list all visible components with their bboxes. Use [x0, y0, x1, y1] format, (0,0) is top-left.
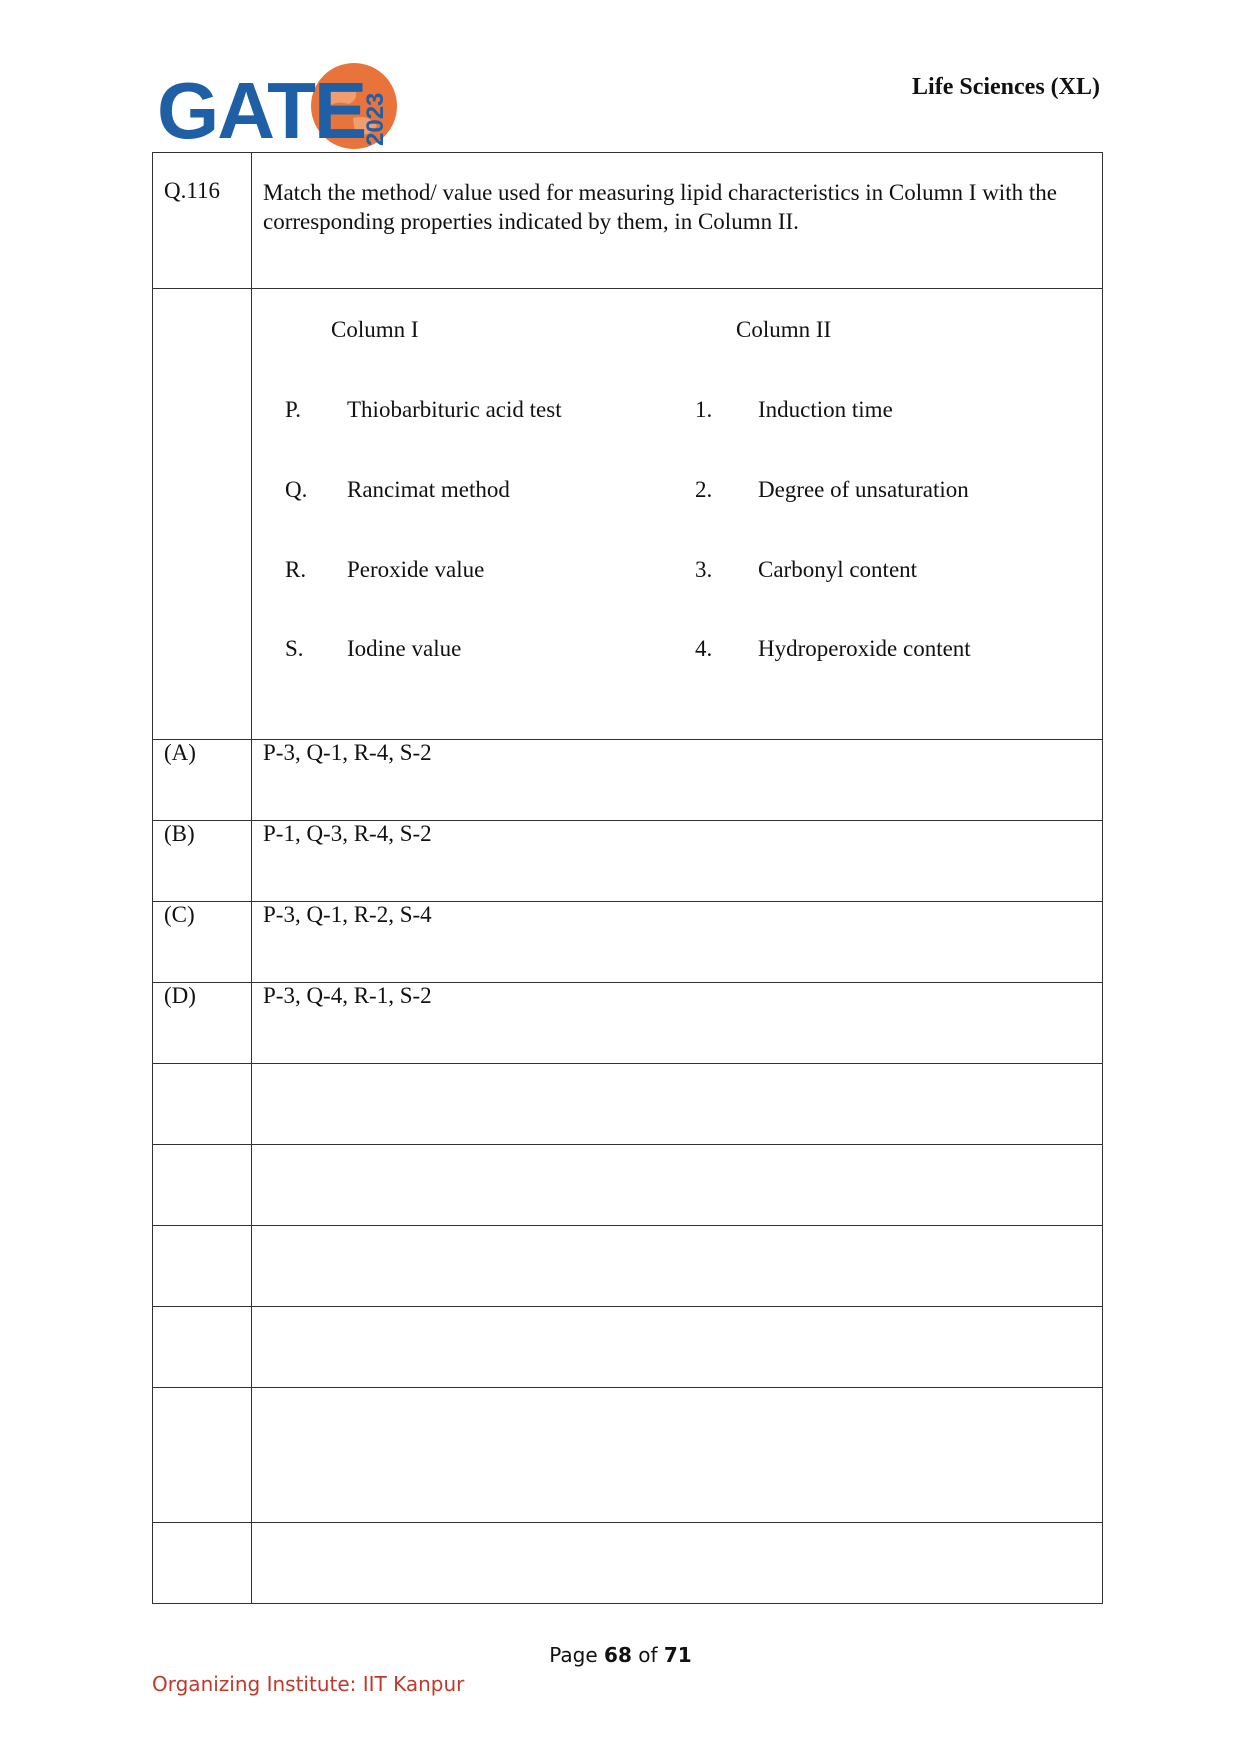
column1-key: P.	[285, 397, 301, 422]
gate-2023-logo	[157, 58, 397, 154]
option-label: (C)	[153, 902, 252, 983]
blank-row	[153, 1388, 1103, 1523]
question-text: Match the method/ value used for measuring lipid characteristics in Column I with the corresponding properties indicated by them, in Column II.	[263, 180, 1057, 234]
column1-item: Peroxide value	[347, 557, 485, 582]
logo-text: GATE	[157, 66, 366, 154]
option-text: P-1, Q-3, R-4, S-2	[252, 821, 1103, 902]
blank-row	[153, 1523, 1103, 1604]
option-label: (D)	[153, 983, 252, 1064]
column1-title: Column I	[331, 317, 419, 342]
blank-row	[153, 1064, 1103, 1145]
option-label: (B)	[153, 821, 252, 902]
column2-key: 1.	[695, 397, 713, 422]
column2-item: Degree of unsaturation	[758, 477, 969, 502]
column1-item: Rancimat method	[347, 477, 510, 502]
question-table	[152, 152, 1103, 1604]
page-prefix: Page	[549, 1643, 598, 1667]
column1-key: R.	[285, 557, 307, 582]
question-number: Q.116	[153, 153, 252, 289]
question-row	[153, 153, 1103, 289]
column2-key: 4.	[695, 636, 713, 661]
column1-key: S.	[285, 636, 304, 661]
column2-item: Induction time	[758, 397, 893, 422]
option-label: (A)	[153, 740, 252, 821]
column1-key: Q.	[285, 477, 308, 502]
option-row-d	[153, 983, 1103, 1064]
column2-key: 3.	[695, 557, 713, 582]
match-row	[153, 289, 1103, 740]
column2-key: 2.	[695, 477, 713, 502]
organizing-institute: Organizing Institute: IIT Kanpur	[152, 1672, 465, 1696]
column2-item: Carbonyl content	[758, 557, 918, 582]
page-number	[0, 1643, 1241, 1667]
logo-year: 2023	[362, 92, 389, 146]
page-total: 71	[663, 1643, 692, 1667]
page-of: of	[638, 1643, 658, 1667]
page-current: 68	[604, 1643, 632, 1667]
option-text: P-3, Q-4, R-1, S-2	[252, 983, 1103, 1064]
blank-row	[153, 1226, 1103, 1307]
match-columns	[263, 289, 1102, 739]
column1-item: Iodine value	[347, 636, 462, 661]
option-text: P-3, Q-1, R-2, S-4	[252, 902, 1103, 983]
subject-title: Life Sciences (XL)	[912, 74, 1100, 100]
column1-item: Thiobarbituric acid test	[347, 397, 562, 422]
column2-title: Column II	[736, 317, 832, 342]
option-text: P-3, Q-1, R-4, S-2	[252, 740, 1103, 821]
option-row-c	[153, 902, 1103, 983]
blank-row	[153, 1145, 1103, 1226]
column2-item: Hydroperoxide content	[758, 636, 971, 661]
blank-row	[153, 1307, 1103, 1388]
option-row-b	[153, 821, 1103, 902]
option-row-a	[153, 740, 1103, 821]
